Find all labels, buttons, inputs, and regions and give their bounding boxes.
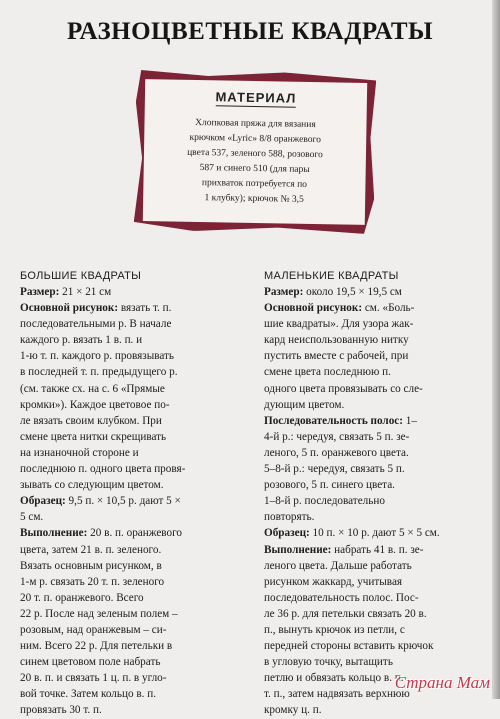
watermark-logo: Страна Мам: [394, 673, 490, 692]
page-edge: [492, 0, 500, 699]
small-pattern: Основной рисунок: см. «Боль- шие квадраты». Для узора жак- кард неиспользованную нитку пустить вместе с рабочей, при смене цвета последнюю п. одного цвета провязывать со сле- дующим цветом.: [264, 302, 423, 411]
material-heading: МАТЕРИАЛ: [215, 89, 297, 106]
small-size: Размер: около 19,5 × 19,5 см: [264, 286, 402, 298]
big-size: Размер: 21 × 21 см: [20, 286, 112, 298]
small-squares-heading: МАЛЕНЬКИЕ КВАДРАТЫ: [264, 270, 399, 282]
big-squares-column: [20, 268, 238, 719]
big-sample: Образец: 9,5 п. × 10,5 р. дают 5 × 5 см.: [20, 495, 181, 524]
material-line: 1 клубку); крючок № 3,5: [204, 193, 304, 205]
big-pattern: Основной рисунок: вязать т. п. последовательными р. В начале каждого р. вязать 1 в. п. и 1-ю т. п. каждого р. провязывать в последней т. п. предыдущего р. (см. также сх. на с. 6 «Прямые кромки»). Каждое цветовое по- ле вязать своим клубком. При смене цвета нитки скрещивать на изнаночной стороне и последнюю п. одного цвета провя- зывать со следующим цветом.: [20, 302, 186, 492]
small-squares-column: [264, 268, 482, 719]
small-stripe-sequence: Последовательность полос: 1– 4-й р.: чередуя, связать 5 п. зе- леного, 5 п. оранжевого цвета. 5–8-й р.: чередуя, связать 5 п. розового, 5 п. синего цвета. 1–8-й р. последовательно повторять.: [264, 414, 417, 524]
big-execution: Выполнение: 20 в. п. оранжевого цвета, затем 21 в. п. зеленого. Вязать основным рисунком, в 1-м р. связать 20 т. п. зеленого 20 т. п. оранжевого. Всего 22 р. После над зеленым полем – розовым, над оранжевым – си- ним. Всего 22 р. Для петельки в синем цветовом поле набрать 20 в. п. и связать 1 ц. п. в угло- вой точке. Затем кольцо в. п. провязать 30 т. п.: [20, 527, 183, 717]
material-line: прихваток потребуется по: [201, 178, 308, 190]
material-box: [134, 70, 377, 234]
big-squares-heading: БОЛЬШИЕ КВАДРАТЫ: [20, 270, 142, 282]
material-line: крючком «Lyric» 8/8 оранжевого: [189, 132, 322, 146]
material-line: Хлопковая пряжа для вязания: [195, 117, 316, 131]
material-line: 587 и синего 510 (для пары: [199, 163, 310, 175]
small-sample: Образец: 10 п. × 10 р. дают 5 × 5 см.: [264, 527, 440, 540]
small-execution: Выполнение: набрать 41 в. п. зе- леного цвета. Дальше работать рисунком жаккард, учитывая последовательность полос. Пос- ле 36 р. для петельки связать 20 в. п., вынуть крючок из петли, с передней стороны вставить крючок в угловую точку, вытащить петлю и обвязать кольцо в. п. т. п., затем надвязать верхнюю кромку ц. п.: [264, 543, 434, 717]
material-text: [154, 115, 356, 208]
page-title: РАЗНОЦВЕТНЫЕ КВАДРАТЫ: [66, 18, 434, 45]
material-line: цвета 537, зеленого 588, розового: [187, 147, 323, 161]
